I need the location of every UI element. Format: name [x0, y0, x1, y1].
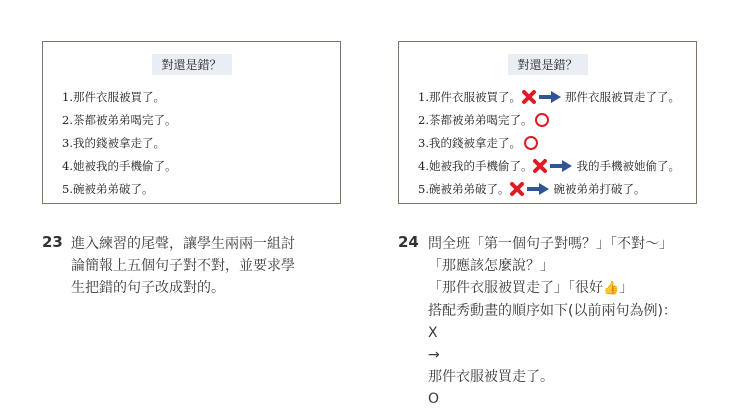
note-number-left: 23 — [42, 233, 63, 251]
sentence-text: 3.我的錢被拿走了。 — [418, 136, 521, 150]
correction-text: 那件衣服被買走了了。 — [564, 90, 680, 104]
note-line: 進入練習的尾聲，讓學生兩兩一組討 — [71, 236, 295, 252]
note-line: 「那應該怎麼說？」 — [428, 258, 554, 274]
note-text-right — [428, 233, 728, 410]
slide-card-right — [398, 41, 697, 204]
sentence-2: 2.茶都被弟弟喝完了。 — [62, 113, 177, 127]
sentence-row-5 — [418, 181, 645, 197]
sentence-text: 5.碗被弟弟破了。 — [418, 182, 510, 196]
sentence-1: 1.那件衣服被買了。 — [62, 90, 165, 104]
arrow-right-icon — [539, 91, 561, 103]
correction-text: 碗被弟弟打破了。 — [553, 182, 646, 196]
card-title: 對還是錯？ — [151, 54, 231, 75]
note-number-right: 24 — [398, 233, 419, 251]
thumbs-up-icon: 👍 — [603, 281, 620, 296]
sentence-text: 1.那件衣服被買了。 — [418, 90, 521, 104]
note-line: 那件衣服被買走了。 — [428, 369, 554, 385]
o-icon — [535, 113, 549, 127]
x-icon — [509, 181, 525, 197]
o-icon — [524, 136, 538, 150]
sentence-text: 2.茶都被弟弟喝完了。 — [418, 113, 533, 127]
arrow-right-icon — [550, 160, 572, 172]
note-line: 生把錯的句子改成對的。 — [71, 280, 225, 296]
note-line: 論簡報上五個句子對不對，並要求學 — [71, 258, 295, 274]
sentence-row-3 — [418, 135, 538, 151]
x-icon — [532, 158, 548, 174]
note-line: → — [428, 347, 440, 363]
note-line: 搭配秀動畫的順序如下(以前兩句為例)： — [428, 303, 677, 319]
note-line: 問全班「第一個句子對嗎？」「不對～」 — [428, 236, 673, 252]
sentence-row-2 — [418, 112, 549, 128]
note-line: O — [428, 391, 440, 407]
arrow-right-icon — [527, 183, 549, 195]
note-line: X — [428, 325, 438, 341]
sentence-row-4 — [418, 158, 680, 174]
sentence-row-1 — [418, 89, 680, 105]
sentence-4: 4.她被我的手機偷了。 — [62, 159, 177, 173]
note-line-suffix: 」 — [619, 280, 634, 296]
card-title: 對還是錯？ — [507, 54, 587, 75]
sentence-text: 4.她被我的手機偷了。 — [418, 159, 533, 173]
x-icon — [521, 89, 537, 105]
slide-card-left — [42, 41, 341, 204]
sentence-5: 5.碗被弟弟破了。 — [62, 182, 154, 196]
correction-text: 我的手機被她偷了。 — [576, 159, 680, 173]
sentence-3: 3.我的錢被拿走了。 — [62, 136, 165, 150]
note-line-text: 「那件衣服被買走了」「很好 — [428, 280, 603, 296]
note-line — [428, 277, 728, 300]
note-text-left — [71, 233, 341, 299]
